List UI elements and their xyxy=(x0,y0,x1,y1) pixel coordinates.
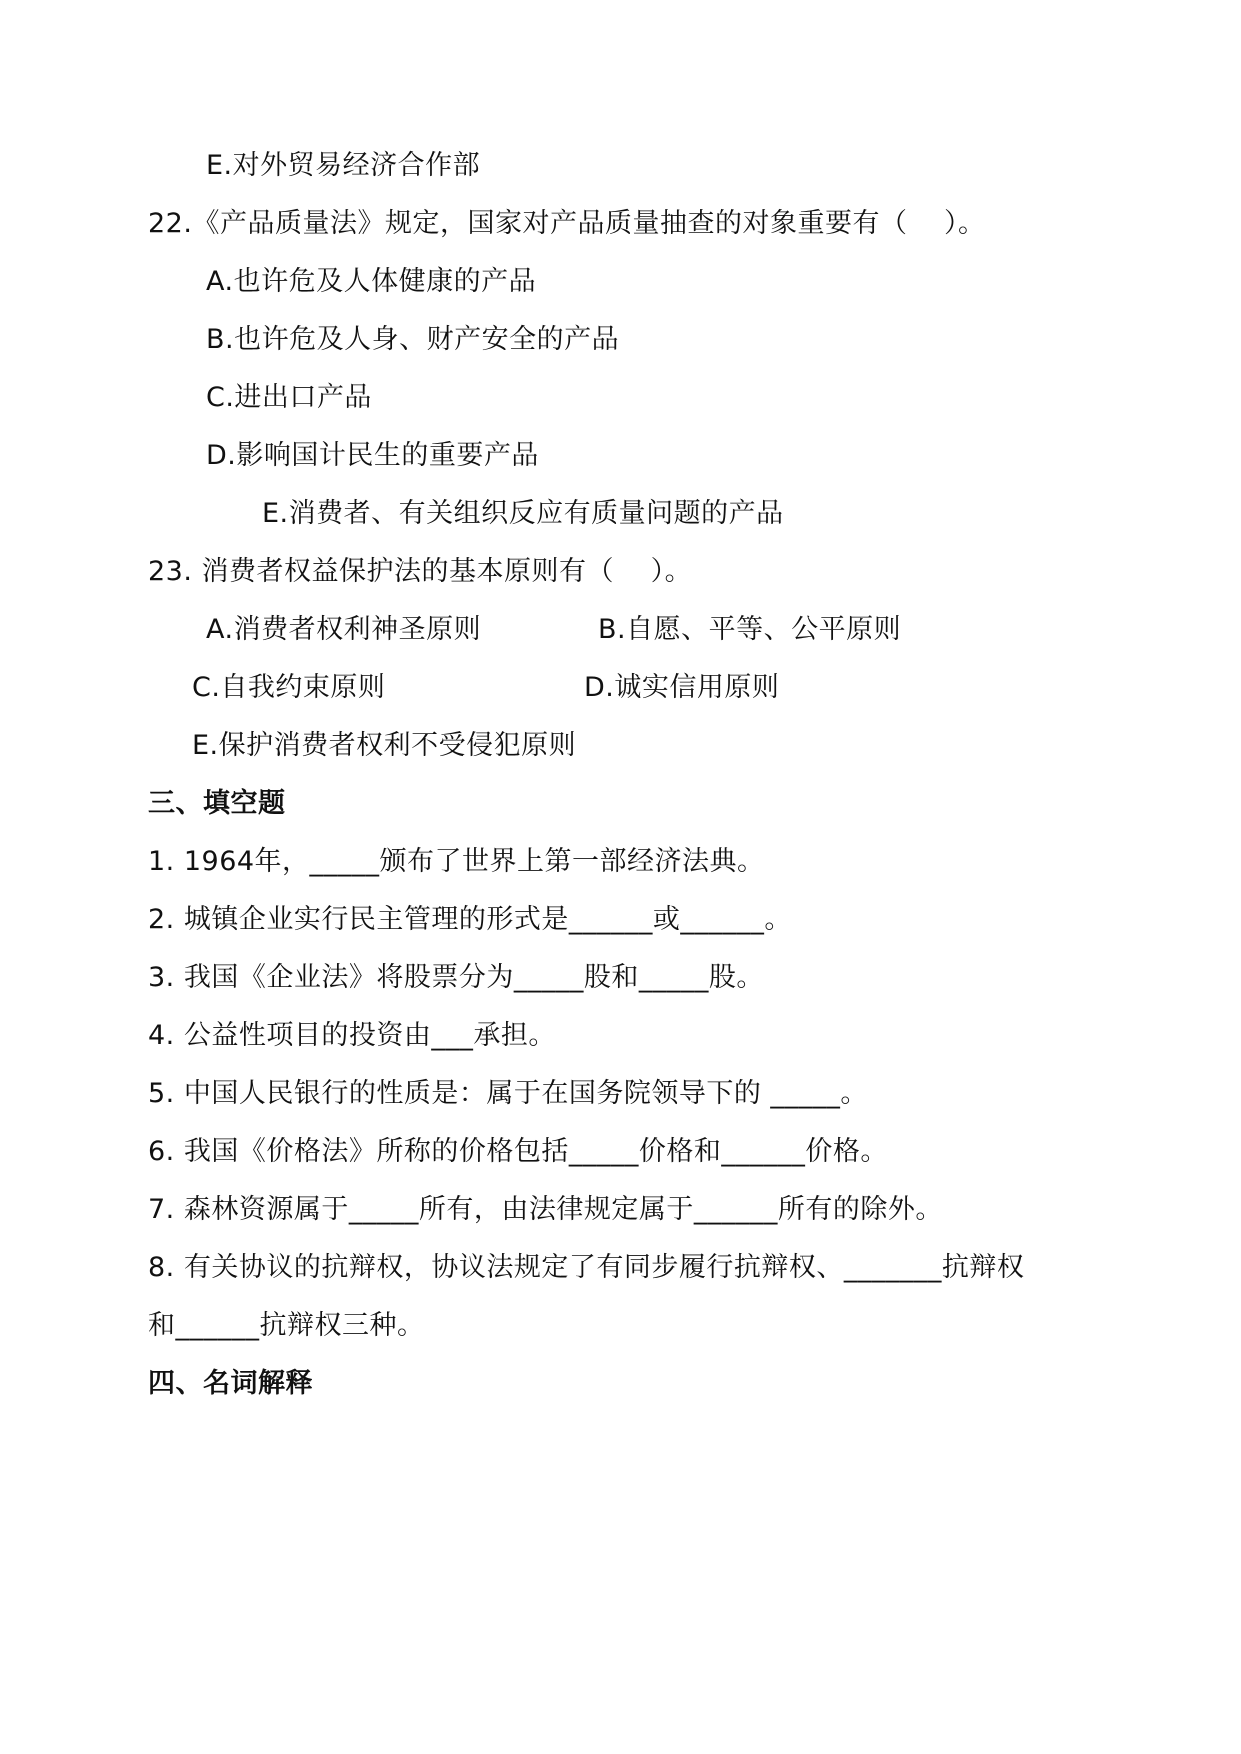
option-22-d: D.影响国计民生的重要产品 xyxy=(206,440,539,471)
fill-item-5: 5. 中国人民银行的性质是：属于在国务院领导下的 _____。 xyxy=(148,1078,868,1109)
fill-item-8-continued: 和______抗辩权三种。 xyxy=(148,1310,425,1341)
option-22-e: E.消费者、有关组织反应有质量问题的产品 xyxy=(262,498,784,529)
option-23-a: A.消费者权利神圣原则 xyxy=(206,614,482,645)
fill-item-4: 4. 公益性项目的投资由___承担。 xyxy=(148,1020,556,1051)
option-21-e: E.对外贸易经济合作部 xyxy=(206,150,481,181)
option-22-c: C.进出口产品 xyxy=(206,382,372,413)
fill-item-6: 6. 我国《价格法》所称的价格包括_____价格和______价格。 xyxy=(148,1136,888,1167)
option-22-a: A.也许危及人体健康的产品 xyxy=(206,266,537,297)
option-23-b: B.自愿、平等、公平原则 xyxy=(598,614,902,645)
fill-item-2: 2. 城镇企业实行民主管理的形式是______或______。 xyxy=(148,904,792,935)
option-23-d: D.诚实信用原则 xyxy=(584,672,780,703)
fill-item-8: 8. 有关协议的抗辩权，协议法规定了有同步履行抗辩权、_______抗辩权 xyxy=(148,1252,1025,1283)
fill-item-3: 3. 我国《企业法》将股票分为_____股和_____股。 xyxy=(148,962,764,993)
question-22-stem: 22.《产品质量法》规定，国家对产品质量抽查的对象重要有（ ）。 xyxy=(148,208,986,239)
fill-item-1: 1. 1964年，_____颁布了世界上第一部经济法典。 xyxy=(148,846,765,877)
option-23-c: C.自我约束原则 xyxy=(192,672,386,703)
section-4-heading: 四、名词解释 xyxy=(148,1368,313,1399)
section-3-heading: 三、填空题 xyxy=(148,788,286,819)
option-22-b: B.也许危及人身、财产安全的产品 xyxy=(206,324,620,355)
option-23-e: E.保护消费者权利不受侵犯原则 xyxy=(192,730,577,761)
question-23-stem: 23. 消费者权益保护法的基本原则有（ ）。 xyxy=(148,556,693,587)
fill-item-7: 7. 森林资源属于_____所有，由法律规定属于______所有的除外。 xyxy=(148,1194,943,1225)
